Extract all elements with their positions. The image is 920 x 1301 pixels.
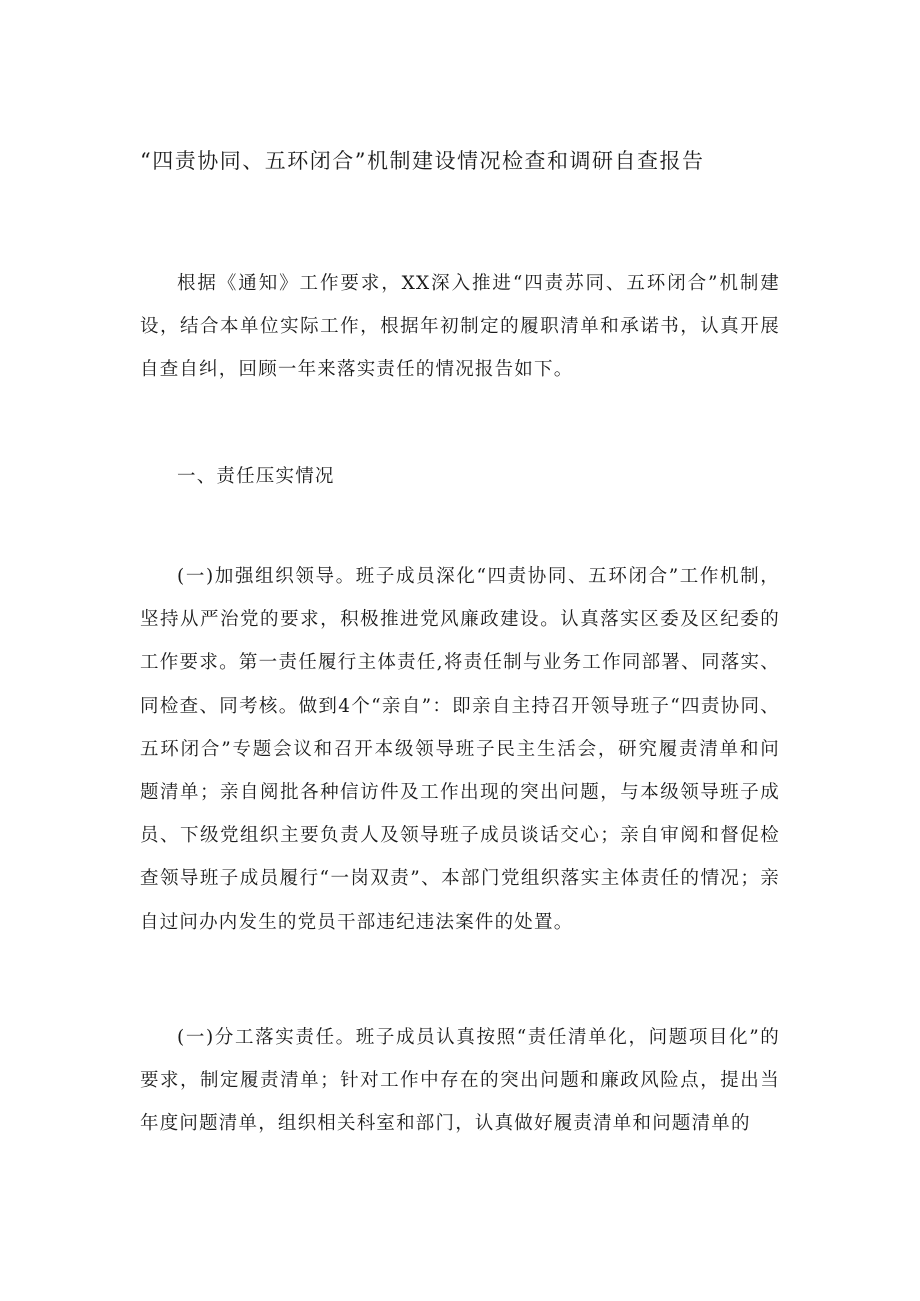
document-title: “四责协同、五环闭合”机制建设情况检查和调研自查报告 xyxy=(140,149,705,173)
body-paragraph-2: (一)分工落实责任。班子成员认真按照“责任清单化，问题项目化”的要求，制定履责清单；针对工作中存在的突出问题和廉政风险点，提出当年度问题清单，组织相关科室和部门，认真做好履责清单和问题清单的 xyxy=(140,1027,780,1135)
section-heading: 一、责任压实情况 xyxy=(177,466,335,487)
intro-paragraph: 根据《通知》工作要求，XX深入推进“四责苏同、五环闭合”机制建设，结合本单位实际工作，根据年初制定的履职清单和承诺书，认真开展自查自纠，回顾一年来落实责任的情况报告如下。 xyxy=(140,273,780,381)
body-paragraph-1: (一)加强组织领导。班子成员深化“四责协同、五环闭合”工作机制，坚持从严治党的要求，积极推进党风廉政建设。认真落实区委及区纪委的工作要求。第一责任履行主体责任,将责任制与业务工作同部署、同落实、同检查、同考核。做到4个“亲自”：即亲自主持召开领导班子“四责协同、五环闭合”专题会议和召开本级领导班子民主生活会，研究履责清单和问题清单；亲自阅批各种信访件及工作出现的突出问题，与本级领导班子成员、下级党组织主要负责人及领导班子成员谈话交心；亲自审阅和督促检查领导班子成员履行“一岗双责”、本部门党组织落实主体责任的情况；亲自过问办内发生的党员干部违纪违法案件的处置。 xyxy=(140,566,780,933)
